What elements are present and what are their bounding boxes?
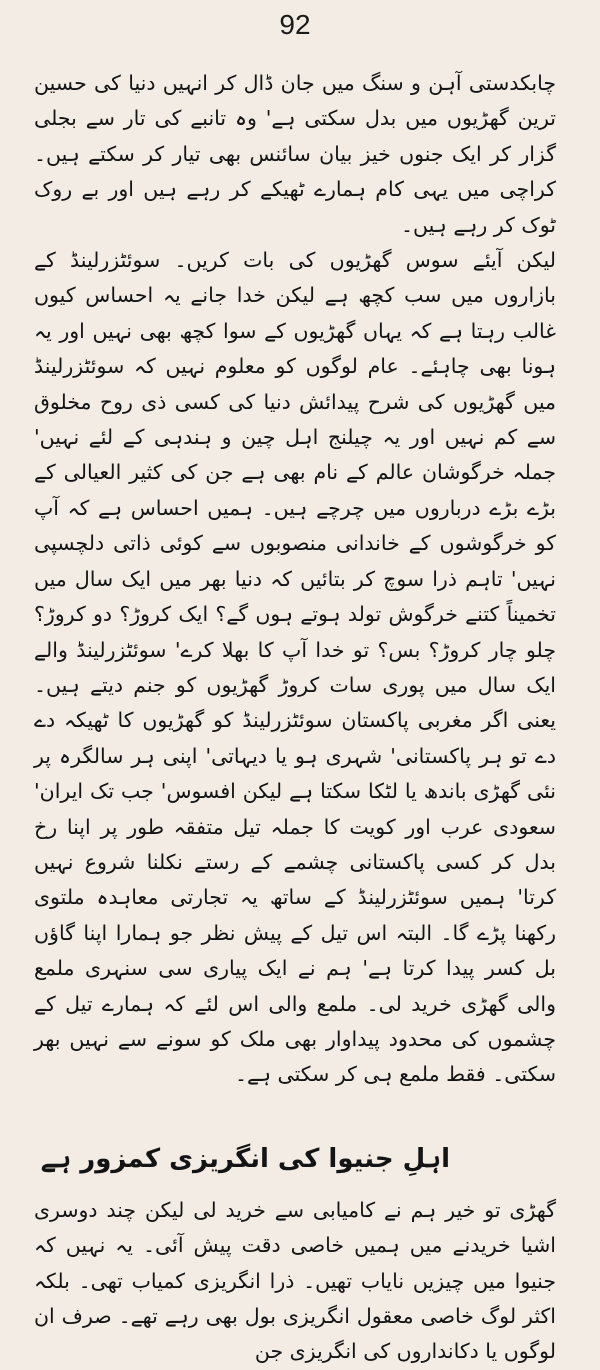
section-heading: اہلِ جنیوا کی انگریزی کمزور ہے [40,1143,450,1174]
page-number: 92 [279,9,311,40]
section-paragraph: گھڑی تو خیر ہم نے کامیابی سے خرید لی لیکن چند دوسری اشیا خریدنے میں ہمیں خاصی دقت پیش آئی۔ یہ نہیں کہ جنیوا میں چیزیں نایاب تھیں۔ ذرا انگریزی کمیاب تھی۔ بلکہ اکثر لوگ خاصی معقول انگریزی بول بھی رہے تھے۔ صرف ان لوگوں یا دکانداروں کی انگریزی جن [34,1197,556,1364]
paragraph-2: لیکن آیئے سوس گھڑیوں کی بات کریں۔ سوئٹزرلینڈ کے بازاروں میں سب کچھ ہے لیکن خدا جانے یہ احساس کیوں غالب رہتا ہے کہ یہاں گھڑیوں کے سوا کچھ بھی نہیں اور یہ ہونا بھی چاہئے۔ عام لوگوں کو معلوم نہیں کہ سوئٹزرلینڈ میں گھڑیوں کی شرح پیدائش دنیا کی کسی ذی روح مخلوق سے کم نہیں اور یہ چیلنج اہل چین و ہندہی کے لئے نہیں' جملہ خرگوشان عالم کے نام بھی ہے جن کی کثیر العیالی کے بڑے بڑے درباروں میں چرچے ہیں۔ ہمیں احساس ہے کہ آپ کو خرگوشوں کے خاندانی منصوبوں سے کوئی ذاتی دلچسپی نہیں' تاہم ذرا سوچ کر بتائیں کہ دنیا بھر میں ایک سال میں تخمیناً کتنے خرگوش تولد ہوتے ہوں گے؟ ایک کروڑ؟ دو کروڑ؟ چلو چار کروڑ؟ بس؟ تو خدا آپ کا بھلا کرے' سوئٹزرلینڈ والے ایک سال میں پوری سات کروڑ گھڑیوں کو جنم دیتے ہیں۔ یعنی اگر مغربی پاکستان سوئٹزرلینڈ کو گھڑیوں کا ٹھیکہ دے دے تو ہر پاکستانی' شہری ہو یا دیہاتی' اپنی ہر سالگرہ پر نئی گھڑی باندھ یا لٹکا سکتا ہے لیکن افسوس' جب تک ایران' سعودی عرب اور کویت کا جملہ تیل متفقہ طور پر اپنا رخ بدل کر کسی پاکستانی چشمے کے رستے نکلنا شروع نہیں کرتا' ہمیں سوئٹزرلینڈ کے ساتھ یہ تجارتی معاہدہ ملتوی رکھنا پڑے گا۔ البتہ اس تیل کے پیش نظر جو ہمارا اپنا گاؤں بل کسر پیدا کرتا ہے' ہم نے ایک پیاری سی سنہری ملمع والی گھڑی خرید لی۔ ملمع والی اس لئے کہ ہمارے تیل کے چشموں کی محدود پیداوار بھی ملک کو سونے سے نہیں بھر سکتی۔ فقط ملمع ہی کر سکتی ہے۔ [34,248,556,1087]
paragraph-1: چابکدستی آہن و سنگ میں جان ڈال کر انہیں دنیا کی حسین ترین گھڑیوں میں بدل سکتی ہے' وہ تانبے کی تار سے بجلی گزار کر ایک جنوں خیز بیان سائنس بھی تیار کر سکتے ہیں۔ کراچی میں یہی کام ہمارے ٹھیکے کر رہے ہیں اور بے روک ٹوک کر رہے ہیں۔ [34,71,556,237]
